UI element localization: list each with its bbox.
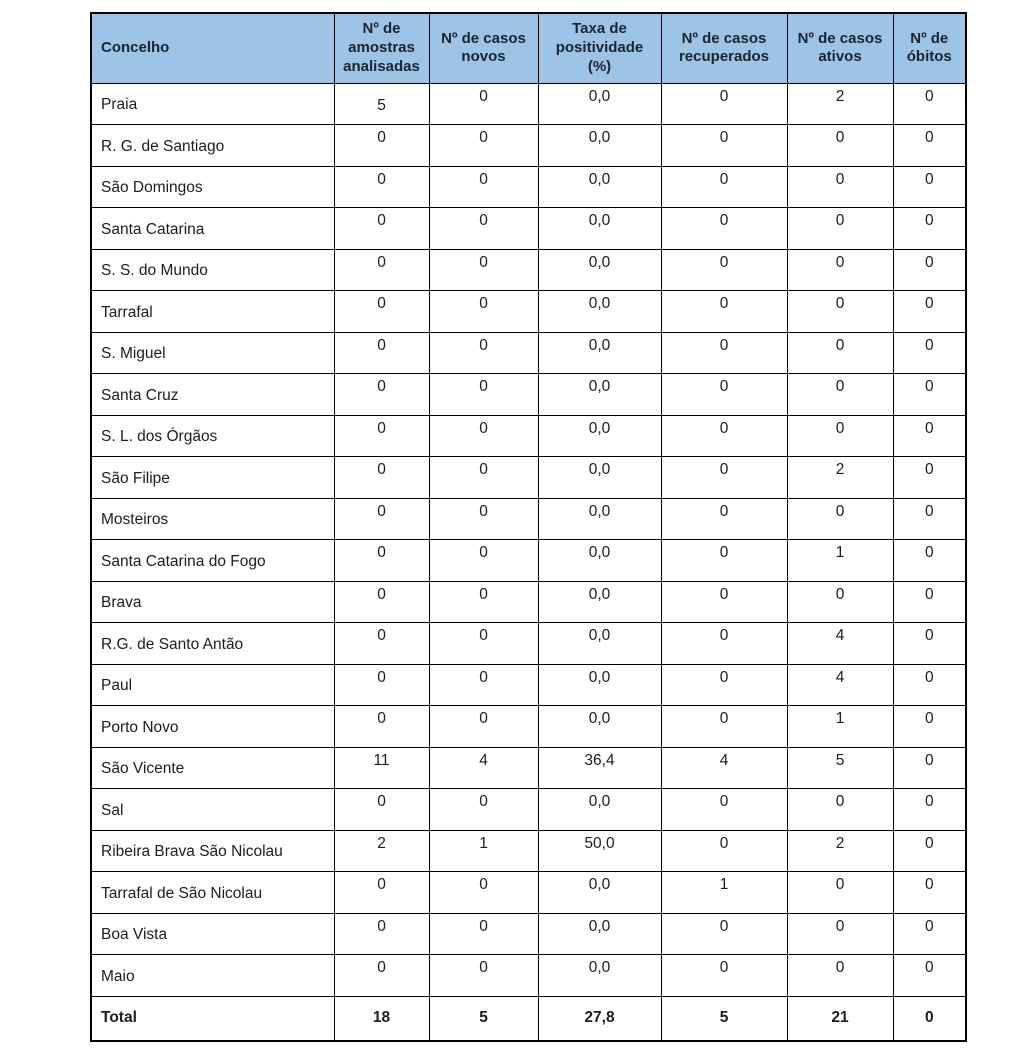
table-row <box>91 457 966 499</box>
recuperados-cell: 0 <box>661 208 787 250</box>
amostras-cell: 2 <box>334 830 429 872</box>
recuperados-cell: 4 <box>661 747 787 789</box>
taxa-cell: 0,0 <box>538 581 661 623</box>
taxa-cell: 0,0 <box>538 623 661 665</box>
table-row <box>91 913 966 955</box>
novos-cell: 0 <box>429 332 538 374</box>
novos-cell: 0 <box>429 83 538 125</box>
ativos-cell: 0 <box>787 208 893 250</box>
concelho-cell: São Filipe <box>91 457 334 499</box>
header-row <box>91 13 966 83</box>
obitos-cell: 0 <box>893 830 966 872</box>
ativos-cell: 0 <box>787 332 893 374</box>
total-amostras-cell: 18 <box>334 996 429 1041</box>
novos-cell: 0 <box>429 498 538 540</box>
amostras-cell: 0 <box>334 664 429 706</box>
obitos-cell: 0 <box>893 664 966 706</box>
amostras-cell: 0 <box>334 706 429 748</box>
amostras-cell: 0 <box>334 332 429 374</box>
total-label-cell: Total <box>91 996 334 1041</box>
obitos-cell: 0 <box>893 166 966 208</box>
recuperados-cell: 0 <box>661 540 787 582</box>
total-ativos-cell: 21 <box>787 996 893 1041</box>
table-row <box>91 747 966 789</box>
novos-cell: 0 <box>429 125 538 167</box>
concelho-cell: Tarrafal de São Nicolau <box>91 872 334 914</box>
recuperados-cell: 0 <box>661 332 787 374</box>
ativos-cell: 1 <box>787 540 893 582</box>
ativos-cell: 0 <box>787 498 893 540</box>
recuperados-cell: 0 <box>661 955 787 997</box>
table-row <box>91 540 966 582</box>
amostras-cell: 0 <box>334 872 429 914</box>
table-row <box>91 291 966 333</box>
amostras-cell: 0 <box>334 415 429 457</box>
column-header-ativos: Nº de casos ativos <box>787 13 893 83</box>
ativos-cell: 2 <box>787 83 893 125</box>
obitos-cell: 0 <box>893 83 966 125</box>
taxa-cell: 0,0 <box>538 955 661 997</box>
ativos-cell: 0 <box>787 291 893 333</box>
amostras-cell: 0 <box>334 540 429 582</box>
obitos-cell: 0 <box>893 872 966 914</box>
taxa-cell: 0,0 <box>538 664 661 706</box>
amostras-cell: 0 <box>334 789 429 831</box>
recuperados-cell: 0 <box>661 581 787 623</box>
total-taxa-cell: 27,8 <box>538 996 661 1041</box>
concelho-cell: Porto Novo <box>91 706 334 748</box>
obitos-cell: 0 <box>893 498 966 540</box>
taxa-cell: 0,0 <box>538 540 661 582</box>
amostras-cell: 0 <box>334 166 429 208</box>
taxa-cell: 0,0 <box>538 498 661 540</box>
taxa-cell: 36,4 <box>538 747 661 789</box>
ativos-cell: 5 <box>787 747 893 789</box>
concelho-cell: R. G. de Santiago <box>91 125 334 167</box>
table-header <box>91 13 966 83</box>
concelho-cell: Santa Catarina do Fogo <box>91 540 334 582</box>
column-header-amostras: Nº de amostras analisadas <box>334 13 429 83</box>
concelho-cell: Sal <box>91 789 334 831</box>
ativos-cell: 0 <box>787 872 893 914</box>
obitos-cell: 0 <box>893 291 966 333</box>
concelho-cell: São Domingos <box>91 166 334 208</box>
obitos-cell: 0 <box>893 125 966 167</box>
taxa-cell: 0,0 <box>538 872 661 914</box>
novos-cell: 0 <box>429 623 538 665</box>
amostras-cell: 0 <box>334 955 429 997</box>
obitos-cell: 0 <box>893 913 966 955</box>
ativos-cell: 0 <box>787 415 893 457</box>
recuperados-cell: 0 <box>661 166 787 208</box>
total-novos-cell: 5 <box>429 996 538 1041</box>
recuperados-cell: 0 <box>661 291 787 333</box>
concelho-cell: S. L. dos Órgãos <box>91 415 334 457</box>
table-row <box>91 581 966 623</box>
recuperados-cell: 0 <box>661 374 787 416</box>
table-row <box>91 830 966 872</box>
total-obitos-cell: 0 <box>893 996 966 1041</box>
column-header-obitos: Nº de óbitos <box>893 13 966 83</box>
ativos-cell: 0 <box>787 789 893 831</box>
amostras-cell: 0 <box>334 498 429 540</box>
amostras-cell: 0 <box>334 581 429 623</box>
ativos-cell: 2 <box>787 830 893 872</box>
column-header-novos: Nº de casos novos <box>429 13 538 83</box>
table-row <box>91 332 966 374</box>
obitos-cell: 0 <box>893 955 966 997</box>
novos-cell: 0 <box>429 706 538 748</box>
novos-cell: 0 <box>429 291 538 333</box>
table-row <box>91 498 966 540</box>
taxa-cell: 0,0 <box>538 208 661 250</box>
novos-cell: 0 <box>429 955 538 997</box>
ativos-cell: 2 <box>787 457 893 499</box>
concelho-cell: Praia <box>91 83 334 125</box>
table-row <box>91 664 966 706</box>
taxa-cell: 50,0 <box>538 830 661 872</box>
ativos-cell: 0 <box>787 166 893 208</box>
novos-cell: 4 <box>429 747 538 789</box>
obitos-cell: 0 <box>893 706 966 748</box>
concelho-cell: Tarrafal <box>91 291 334 333</box>
table-row <box>91 249 966 291</box>
ativos-cell: 0 <box>787 581 893 623</box>
recuperados-cell: 0 <box>661 913 787 955</box>
concelho-cell: São Vicente <box>91 747 334 789</box>
amostras-cell: 0 <box>334 913 429 955</box>
concelho-cell: Ribeira Brava São Nicolau <box>91 830 334 872</box>
ativos-cell: 0 <box>787 249 893 291</box>
table-row <box>91 872 966 914</box>
amostras-cell: 0 <box>334 623 429 665</box>
taxa-cell: 0,0 <box>538 166 661 208</box>
taxa-cell: 0,0 <box>538 913 661 955</box>
recuperados-cell: 0 <box>661 83 787 125</box>
amostras-cell: 11 <box>334 747 429 789</box>
novos-cell: 0 <box>429 457 538 499</box>
table-row <box>91 166 966 208</box>
concelho-cell: Boa Vista <box>91 913 334 955</box>
taxa-cell: 0,0 <box>538 83 661 125</box>
concelho-cell: Santa Cruz <box>91 374 334 416</box>
ativos-cell: 4 <box>787 623 893 665</box>
concelho-cell: Santa Catarina <box>91 208 334 250</box>
obitos-cell: 0 <box>893 249 966 291</box>
ativos-cell: 0 <box>787 913 893 955</box>
taxa-cell: 0,0 <box>538 706 661 748</box>
obitos-cell: 0 <box>893 457 966 499</box>
ativos-cell: 1 <box>787 706 893 748</box>
novos-cell: 0 <box>429 789 538 831</box>
concelho-cell: S. Miguel <box>91 332 334 374</box>
taxa-cell: 0,0 <box>538 332 661 374</box>
novos-cell: 0 <box>429 374 538 416</box>
table-row <box>91 125 966 167</box>
recuperados-cell: 0 <box>661 415 787 457</box>
concelho-cell: R.G. de Santo Antão <box>91 623 334 665</box>
total-row <box>91 996 966 1041</box>
table-row <box>91 955 966 997</box>
obitos-cell: 0 <box>893 623 966 665</box>
table-row <box>91 415 966 457</box>
taxa-cell: 0,0 <box>538 415 661 457</box>
novos-cell: 0 <box>429 249 538 291</box>
recuperados-cell: 0 <box>661 249 787 291</box>
obitos-cell: 0 <box>893 415 966 457</box>
column-header-recuperados: Nº de casos recuperados <box>661 13 787 83</box>
novos-cell: 1 <box>429 830 538 872</box>
obitos-cell: 0 <box>893 208 966 250</box>
table-row <box>91 83 966 125</box>
amostras-cell: 0 <box>334 249 429 291</box>
obitos-cell: 0 <box>893 789 966 831</box>
recuperados-cell: 1 <box>661 872 787 914</box>
table-row <box>91 789 966 831</box>
recuperados-cell: 0 <box>661 830 787 872</box>
obitos-cell: 0 <box>893 747 966 789</box>
obitos-cell: 0 <box>893 332 966 374</box>
obitos-cell: 0 <box>893 374 966 416</box>
novos-cell: 0 <box>429 540 538 582</box>
ativos-cell: 0 <box>787 125 893 167</box>
recuperados-cell: 0 <box>661 789 787 831</box>
table-row <box>91 623 966 665</box>
novos-cell: 0 <box>429 208 538 250</box>
table-row <box>91 374 966 416</box>
amostras-cell: 0 <box>334 291 429 333</box>
concelho-cell: S. S. do Mundo <box>91 249 334 291</box>
table-container <box>90 12 967 1042</box>
table-row <box>91 706 966 748</box>
recuperados-cell: 0 <box>661 706 787 748</box>
amostras-cell: 0 <box>334 457 429 499</box>
recuperados-cell: 0 <box>661 457 787 499</box>
concelho-cell: Paul <box>91 664 334 706</box>
novos-cell: 0 <box>429 415 538 457</box>
total-recuperados-cell: 5 <box>661 996 787 1041</box>
ativos-cell: 0 <box>787 374 893 416</box>
column-header-concelho: Concelho <box>91 13 334 83</box>
column-header-taxa: Taxa de positividade (%) <box>538 13 661 83</box>
ativos-cell: 4 <box>787 664 893 706</box>
amostras-cell: 0 <box>334 125 429 167</box>
novos-cell: 0 <box>429 581 538 623</box>
obitos-cell: 0 <box>893 540 966 582</box>
recuperados-cell: 0 <box>661 664 787 706</box>
concelho-cell: Mosteiros <box>91 498 334 540</box>
taxa-cell: 0,0 <box>538 125 661 167</box>
recuperados-cell: 0 <box>661 498 787 540</box>
taxa-cell: 0,0 <box>538 291 661 333</box>
recuperados-cell: 0 <box>661 125 787 167</box>
obitos-cell: 0 <box>893 581 966 623</box>
novos-cell: 0 <box>429 166 538 208</box>
amostras-cell: 0 <box>334 374 429 416</box>
novos-cell: 0 <box>429 913 538 955</box>
amostras-cell: 0 <box>334 208 429 250</box>
novos-cell: 0 <box>429 872 538 914</box>
taxa-cell: 0,0 <box>538 249 661 291</box>
novos-cell: 0 <box>429 664 538 706</box>
taxa-cell: 0,0 <box>538 457 661 499</box>
table-row <box>91 208 966 250</box>
taxa-cell: 0,0 <box>538 789 661 831</box>
concelho-cell: Maio <box>91 955 334 997</box>
taxa-cell: 0,0 <box>538 374 661 416</box>
concelho-cell: Brava <box>91 581 334 623</box>
ativos-cell: 0 <box>787 955 893 997</box>
concelho-covid-table <box>90 12 967 1042</box>
recuperados-cell: 0 <box>661 623 787 665</box>
amostras-cell: 5 <box>334 83 429 125</box>
